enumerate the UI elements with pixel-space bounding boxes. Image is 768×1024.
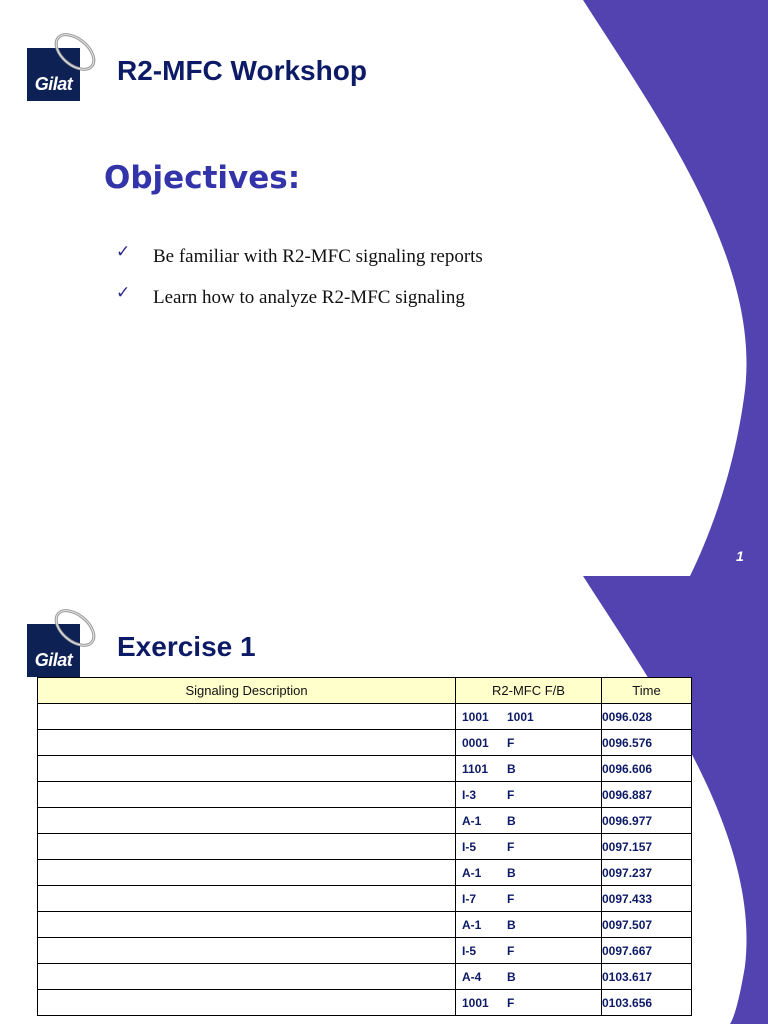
cell-time: 0096.576: [602, 730, 692, 756]
cell-fb: [456, 704, 602, 730]
bullet-text: Learn how to analyze R2-MFC signaling: [153, 287, 465, 308]
cell-fb: [456, 756, 602, 782]
signal-code: A-4: [462, 969, 482, 984]
table-row: [38, 912, 692, 938]
cell-description: [38, 964, 456, 990]
table-row: [38, 938, 692, 964]
table-row: [38, 704, 692, 730]
direction-code: F: [507, 735, 515, 750]
direction-code: B: [507, 865, 516, 880]
cell-fb: [456, 886, 602, 912]
table-row: [38, 834, 692, 860]
gilat-logo: [27, 28, 97, 102]
cell-description: [38, 704, 456, 730]
signal-code: A-1: [462, 865, 482, 880]
direction-code: B: [507, 969, 516, 984]
cell-time: 0097.667: [602, 938, 692, 964]
table-row: [38, 886, 692, 912]
cell-time: 0096.606: [602, 756, 692, 782]
cell-time: 0103.617: [602, 964, 692, 990]
objectives-heading: Objectives:: [104, 160, 301, 196]
signal-code: 1101: [462, 761, 489, 776]
gilat-logo: [27, 604, 97, 678]
cell-time: 0097.507: [602, 912, 692, 938]
signal-code: 1001: [462, 995, 489, 1010]
table-row: [38, 730, 692, 756]
direction-code: F: [507, 995, 515, 1010]
cell-time: 0096.028: [602, 704, 692, 730]
direction-code: B: [507, 917, 516, 932]
slide-title: R2-MFC Workshop: [117, 55, 367, 86]
signal-code: 0001: [462, 735, 489, 750]
cell-description: [38, 912, 456, 938]
cell-fb: [456, 938, 602, 964]
cell-description: [38, 782, 456, 808]
logo-text: Gilat: [34, 74, 73, 94]
column-header-fb: R2-MFC F/B: [456, 678, 602, 704]
cell-time: 0097.237: [602, 860, 692, 886]
signal-code: I-5: [462, 943, 477, 958]
direction-code: B: [507, 761, 516, 776]
direction-code: F: [507, 943, 515, 958]
signal-code: I-3: [462, 787, 477, 802]
cell-description: [38, 886, 456, 912]
checkmark-icon: ✓: [116, 283, 131, 303]
checkmark-icon: ✓: [116, 242, 131, 262]
signal-code: A-1: [462, 813, 482, 828]
page-number: 1: [736, 548, 744, 564]
direction-code: F: [507, 787, 515, 802]
table-row: [38, 964, 692, 990]
cell-description: [38, 938, 456, 964]
logo-text: Gilat: [34, 650, 73, 670]
cell-description: [38, 730, 456, 756]
table-row: [38, 860, 692, 886]
signaling-table: [37, 677, 692, 1016]
cell-description: [38, 860, 456, 886]
direction-code: B: [507, 813, 516, 828]
column-header-time: Time: [602, 678, 692, 704]
signal-code: I-5: [462, 839, 477, 854]
table-row: [38, 808, 692, 834]
slide-title: Exercise 1: [117, 631, 256, 662]
cell-fb: [456, 964, 602, 990]
cell-fb: [456, 730, 602, 756]
signal-code: I-7: [462, 891, 477, 906]
cell-time: 0096.887: [602, 782, 692, 808]
direction-code: 1001: [507, 709, 534, 724]
cell-time: 0103.656: [602, 990, 692, 1016]
direction-code: F: [507, 839, 515, 854]
slide-2: [0, 576, 768, 1024]
cell-description: [38, 808, 456, 834]
cell-fb: [456, 860, 602, 886]
table-row: [38, 782, 692, 808]
cell-description: [38, 756, 456, 782]
signal-code: A-1: [462, 917, 482, 932]
cell-fb: [456, 990, 602, 1016]
direction-code: F: [507, 891, 515, 906]
bullet-text: Be familiar with R2-MFC signaling reports: [153, 246, 483, 267]
signal-code: 1001: [462, 709, 489, 724]
cell-fb: [456, 808, 602, 834]
cell-fb: [456, 912, 602, 938]
table-row: [38, 990, 692, 1016]
column-header-description: Signaling Description: [38, 678, 456, 704]
cell-time: 0097.433: [602, 886, 692, 912]
cell-description: [38, 834, 456, 860]
cell-fb: [456, 834, 602, 860]
cell-description: [38, 990, 456, 1016]
table-header-row: [38, 678, 692, 704]
cell-fb: [456, 782, 602, 808]
table-row: [38, 756, 692, 782]
cell-time: 0096.977: [602, 808, 692, 834]
cell-time: 0097.157: [602, 834, 692, 860]
